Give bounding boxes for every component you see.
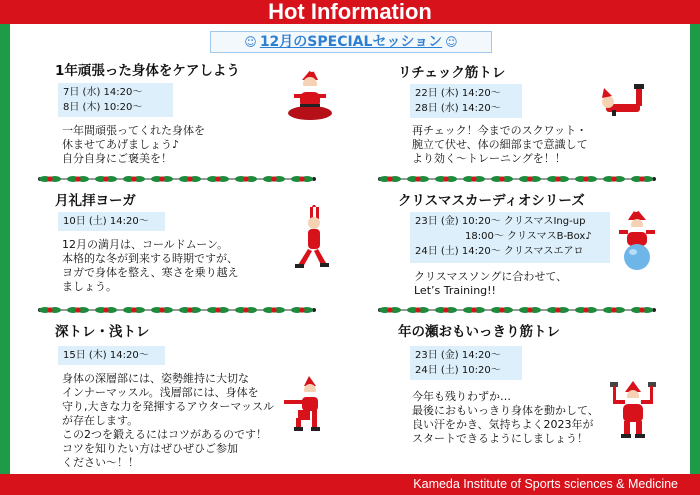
session-time: 8日 (木) 10:20～ [63,102,143,113]
session-title: リチェック筋トレ [398,65,506,81]
session-title: 1年頑張った身体をケアしよう [55,63,240,79]
desc-line: 腕立て伏せ、体の細部まで意識して [412,138,588,151]
session-description [62,372,274,470]
session-time: 15日 (木) 14:20～ [63,350,149,361]
session-time: 7日 (水) 14:20～ [63,87,143,98]
desc-line: インナーマッスル。浅層部には、身体を [62,386,259,399]
session-description [62,124,205,166]
holly-garland [378,173,656,185]
left-green-edge [0,22,10,474]
santa-squat-icon [282,376,330,432]
holly-icon [151,176,173,182]
holly-icon [263,307,285,313]
session-description [62,238,239,294]
holly-icon [95,307,117,313]
smile-icon: ☺ [244,35,257,49]
holly-icon [547,307,569,313]
holly-icon [123,307,145,313]
holly-icon [491,307,513,313]
holly-icon [519,307,541,313]
page-title: Hot Information [268,0,432,24]
desc-line: 再チェック！今までのスクワット・ [412,124,588,137]
santa-exercising-icon [598,82,650,118]
desc-line: 一年間頑張ってくれた身体を [62,124,205,137]
session-times [58,83,173,117]
santa-ball-icon [614,208,660,270]
smile-icon: ☺ [445,35,458,49]
holly-icon [435,176,457,182]
session-description [414,270,567,298]
holly-garland [38,304,316,316]
desc-line: 良い汗をかき、気持ちよく2023年が [412,418,594,431]
desc-line: 身体の深層部には、姿勢維持に大切な [62,372,249,385]
holly-icon [631,307,653,313]
session-description [412,390,599,446]
session-time: 24日 (土) 14:20～ クリスマスエアロ [415,246,584,257]
session-times [410,212,610,263]
holly-icon [603,176,625,182]
holly-icon [379,307,401,313]
desc-line: この2つを鍛えるにはコツがあるのです！ [62,428,267,441]
subtitle-text: 12月のSPECIALセッション [259,34,443,50]
holly-icon [291,176,313,182]
holly-icon [379,176,401,182]
holly-icon [207,307,229,313]
desc-line: より効く～トレーニングを！！ [412,152,566,165]
desc-line: 自分自身にご褒美を！ [62,152,172,165]
holly-icon [547,176,569,182]
holly-icon [435,307,457,313]
holly-garland [38,173,316,185]
santa-yoga-icon [290,205,330,271]
desc-line: 本格的な冬が到来する時期ですが、 [62,252,238,265]
holly-icon [235,307,257,313]
holly-icon [575,307,597,313]
holly-icon [179,176,201,182]
right-green-edge [690,22,700,474]
holly-icon [407,176,429,182]
holly-icon [491,176,513,182]
holly-icon [67,307,89,313]
holly-icon [39,307,61,313]
desc-line: スタートできるようにしましょう！ [412,432,588,445]
holly-icon [291,307,313,313]
session-time: 22日 (木) 14:20～ [415,88,501,99]
session-time: 23日 (金) 14:20～ [415,350,501,361]
holly-icon [67,176,89,182]
subtitle-banner [210,31,492,53]
institute-name: Kameda Institute of Sports sciences & Medicine [413,477,678,491]
holly-icon [463,176,485,182]
desc-line: ましょう。 [62,280,117,293]
holly-icon [631,176,653,182]
session-time: 23日 (金) 10:20～ クリスマスIng-up [415,216,586,227]
holly-garland [378,304,656,316]
holly-icon [207,176,229,182]
holly-icon [603,307,625,313]
session-title: クリスマスカーディオシリーズ [398,193,585,209]
session-description [412,124,588,166]
holly-icon [519,176,541,182]
holly-icon [575,176,597,182]
holly-icon [235,176,257,182]
holly-icon [123,176,145,182]
session-time: 28日 (水) 14:20～ [415,103,501,114]
desc-line: が存在します。 [62,414,139,427]
holly-icon [263,176,285,182]
desc-line: 守り,大きな力を発揮するアウターマッスル [62,400,274,413]
session-times [410,84,522,118]
holly-icon [95,176,117,182]
session-times [410,346,522,380]
session-time: 24日 (土) 10:20～ [415,365,501,376]
session-title: 年の瀬おもいっきり筋トレ [398,324,560,340]
holly-icon [179,307,201,313]
footer-banner [0,474,700,495]
desc-line: 今年も残りわずか… [412,390,511,403]
desc-line: クリスマスソングに合わせて、 [414,270,568,283]
session-title: 月礼拝ヨーガ [55,193,136,209]
holly-icon [407,307,429,313]
session-times [58,212,165,231]
desc-line: ください～！！ [62,456,139,469]
session-times [58,346,165,365]
holly-icon [39,176,61,182]
santa-dumbbell-icon [608,378,658,440]
desc-line: 休ませてあげましょう♪ [62,138,180,151]
session-time: 18:00～ クリスマスB-Box♪ [465,231,592,242]
holly-icon [463,307,485,313]
holly-icon [151,307,173,313]
desc-line: 最後におもいっきり身体を動かして、 [412,404,599,417]
desc-line: ヨガで身体を整え、寒さを乗り越え [62,266,239,279]
desc-line: コツを知りたい方はぜひぜひご参加 [62,442,238,455]
session-time: 10日 (土) 14:20～ [63,216,149,227]
desc-line: Let’s Training!! [414,284,496,297]
header-banner [0,0,700,24]
desc-line: 12月の満月は、コールドムーン。 [62,238,229,251]
santa-meditating-icon [280,66,340,124]
session-title: 深トレ・浅トレ [55,324,150,340]
